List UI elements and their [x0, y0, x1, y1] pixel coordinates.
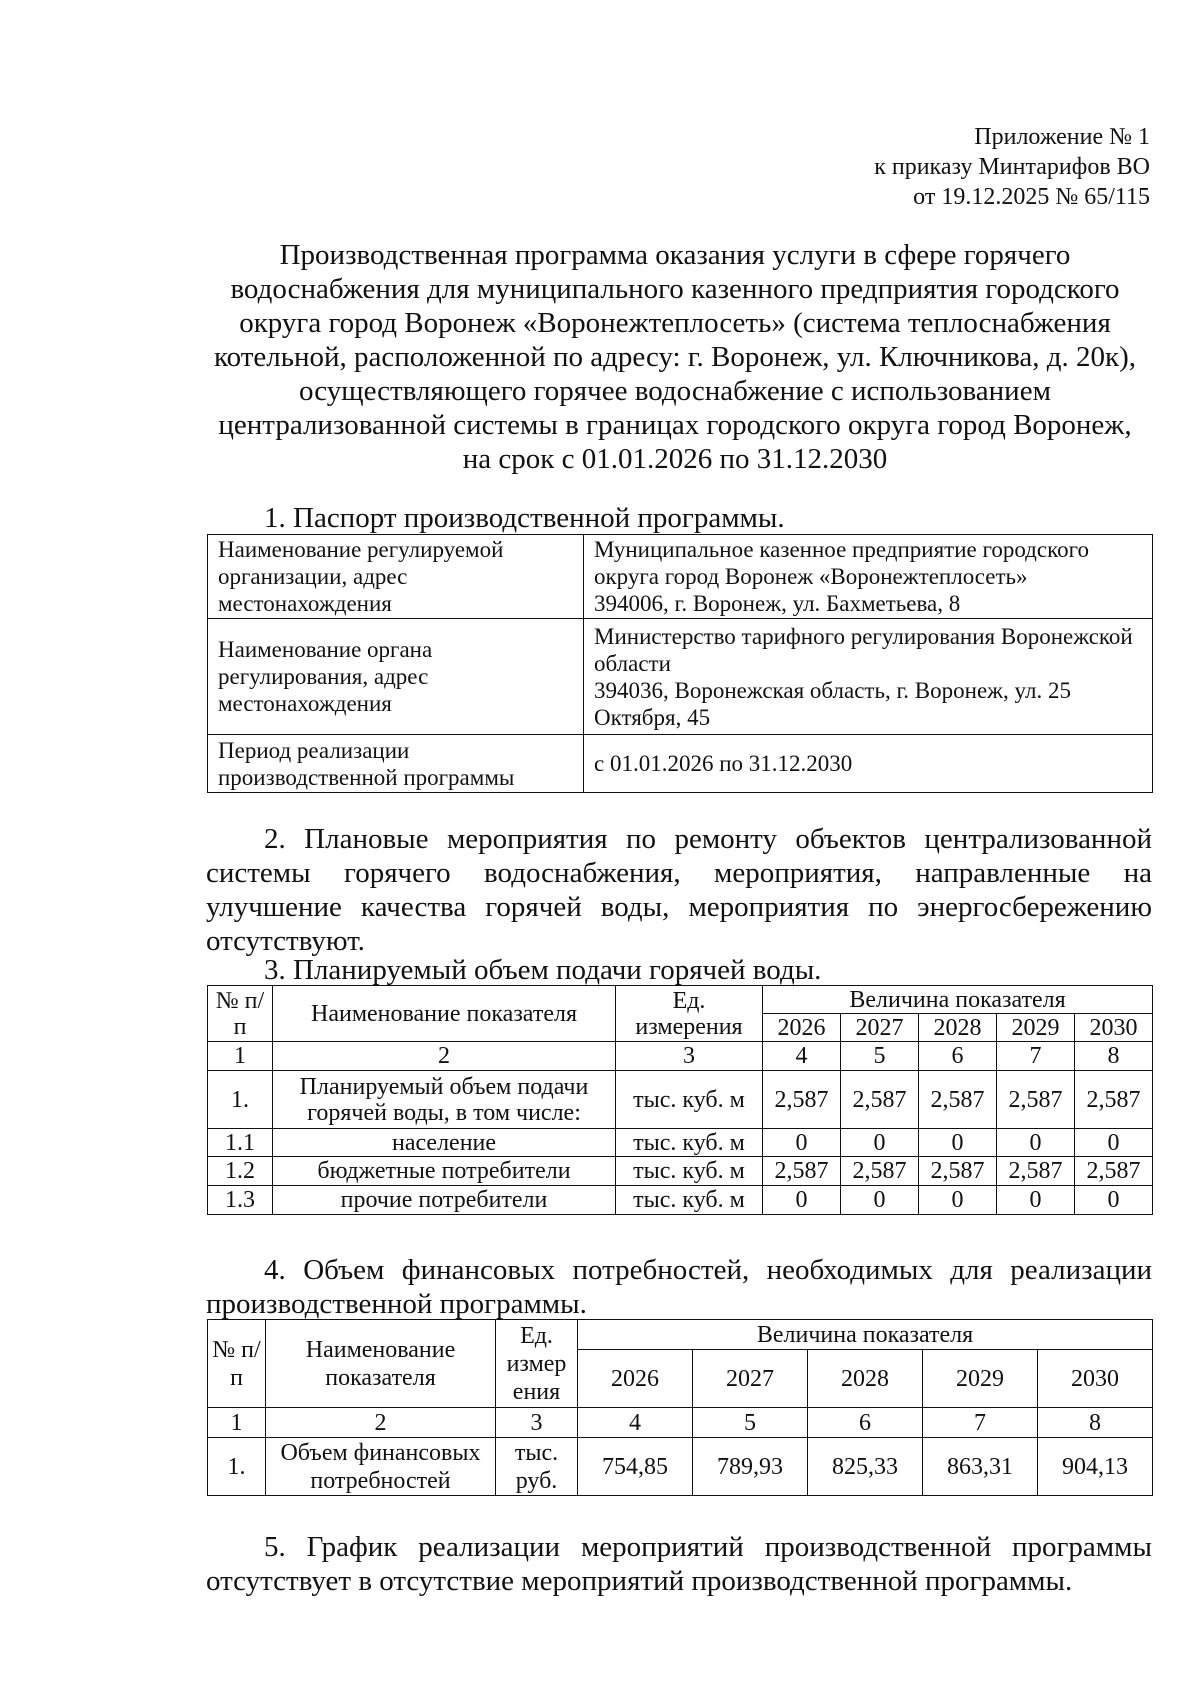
- section-5-paragraph: [206, 1530, 1152, 1598]
- passport-value: с 01.01.2026 по 31.12.2030: [584, 735, 1153, 793]
- year-cell: 2030: [1075, 1014, 1153, 1042]
- header-unit: Ед. измерения: [616, 986, 763, 1042]
- passport-row: [208, 619, 1153, 735]
- table-row: [208, 1071, 1153, 1129]
- passport-row: [208, 735, 1153, 793]
- index-cell: 2: [266, 1408, 496, 1438]
- index-cell: 1: [208, 1408, 266, 1438]
- row-num: 1.1: [208, 1129, 273, 1157]
- row-value: 0: [763, 1129, 841, 1157]
- section-4-paragraph: [206, 1253, 1152, 1321]
- appendix-line-3: от 19.12.2025 № 65/115: [913, 184, 1150, 210]
- index-cell: 3: [616, 1042, 763, 1071]
- index-cell: 6: [919, 1042, 997, 1071]
- year-cell: 2030: [1038, 1350, 1153, 1408]
- row-value: 0: [997, 1186, 1075, 1215]
- row-value: 0: [919, 1129, 997, 1157]
- passport-table: [207, 534, 1153, 793]
- passport-value: [584, 619, 1153, 735]
- title-line-4: котельной, расположенной по адресу: г. Воронеж, ул. Ключникова, д. 20к),: [213, 341, 1137, 373]
- appendix-line-1: Приложение № 1: [974, 124, 1150, 150]
- row-value: 2,587: [841, 1157, 919, 1186]
- row-value: 0: [1075, 1186, 1153, 1215]
- year-cell: 2028: [808, 1350, 923, 1408]
- row-name: бюджетные потребители: [273, 1157, 616, 1186]
- passport-value-line: Министерство тарифного регулирования Воронежской области: [594, 623, 1133, 676]
- year-cell: 2029: [923, 1350, 1038, 1408]
- year-cell: 2027: [841, 1014, 919, 1042]
- title-line-7: на срок с 01.01.2026 по 31.12.2030: [462, 443, 888, 475]
- title-line-5: осуществляющего горячее водоснабжение с использованием: [299, 375, 1051, 407]
- header-num: № п/п: [208, 1320, 266, 1408]
- index-cell: 7: [923, 1408, 1038, 1438]
- index-cell: 1: [208, 1042, 273, 1071]
- index-cell: 3: [496, 1408, 578, 1438]
- section-2-number: 2.: [264, 823, 286, 855]
- passport-value: [584, 535, 1153, 619]
- title-line-3: округа город Воронеж «Воронежтеплосеть» (система теплоснабжения: [239, 307, 1111, 339]
- row-value: 0: [841, 1186, 919, 1215]
- section-1-heading: 1. Паспорт производственной программы.: [264, 502, 785, 534]
- index-cell: 8: [1075, 1042, 1153, 1071]
- row-unit: тыс. куб. м: [616, 1071, 763, 1129]
- passport-label: Наименование органа регулирования, адрес местонахождения: [208, 619, 584, 735]
- row-name: прочие потребители: [273, 1186, 616, 1215]
- year-cell: 2026: [578, 1350, 693, 1408]
- row-value: 2,587: [997, 1157, 1075, 1186]
- header-name: Наименование показателя: [273, 986, 616, 1042]
- row-value: 0: [997, 1129, 1075, 1157]
- row-value: 0: [1075, 1129, 1153, 1157]
- index-cell: 2: [273, 1042, 616, 1071]
- row-value: 2,587: [919, 1157, 997, 1186]
- index-cell: 4: [763, 1042, 841, 1071]
- table-row: [208, 1129, 1153, 1157]
- header-unit: Ед. измер ения: [496, 1320, 578, 1408]
- passport-label: Наименование регулируемой организации, адрес местонахождения: [208, 535, 584, 619]
- row-name: Планируемый объем подачи горячей воды, в том числе:: [273, 1071, 616, 1129]
- table-row: [208, 1438, 1153, 1496]
- index-row: [208, 1042, 1153, 1071]
- volume-table: [207, 985, 1153, 1215]
- section-2-text: Плановые мероприятия по ремонту объектов централизованной системы горячего водоснабжения, мероприятия, направленные на улучшение качества горячей воды, мероприятия по энергосбережению отсутствуют.: [206, 823, 1152, 957]
- finance-table: [207, 1319, 1153, 1496]
- section-3-heading: 3. Планируемый объем подачи горячей воды.: [264, 954, 822, 986]
- row-num: 1.2: [208, 1157, 273, 1186]
- table-row: [208, 1186, 1153, 1215]
- table-header-row: [208, 986, 1153, 1014]
- row-value: 0: [841, 1129, 919, 1157]
- title-line-1: Производственная программа оказания услуги в сфере горячего: [279, 239, 1071, 271]
- appendix-reference: [780, 122, 1150, 212]
- year-cell: 2028: [919, 1014, 997, 1042]
- document-title: [200, 238, 1150, 476]
- row-value: 2,587: [919, 1071, 997, 1129]
- row-name: Объем финансовых потребностей: [266, 1438, 496, 1496]
- header-num: № п/п: [208, 986, 273, 1042]
- row-value: 0: [919, 1186, 997, 1215]
- row-unit: тыс. куб. м: [616, 1186, 763, 1215]
- year-cell: 2026: [763, 1014, 841, 1042]
- passport-value-line: 394006, г. Воронеж, ул. Бахметьева, 8: [594, 591, 961, 616]
- row-value: 0: [763, 1186, 841, 1215]
- row-unit: тыс. куб. м: [616, 1129, 763, 1157]
- row-num: 1.: [208, 1438, 266, 1496]
- row-num: 1.: [208, 1071, 273, 1129]
- section-4-number: 4.: [264, 1254, 286, 1286]
- index-cell: 7: [997, 1042, 1075, 1071]
- row-value: 904,13: [1038, 1438, 1153, 1496]
- year-cell: 2029: [997, 1014, 1075, 1042]
- passport-value-line: 394036, Воронежская область, г. Воронеж, ул. 25 Октября, 45: [594, 677, 1072, 730]
- table-row: [208, 1157, 1153, 1186]
- row-unit: тыс. руб.: [496, 1438, 578, 1496]
- row-num: 1.3: [208, 1186, 273, 1215]
- section-5-text: График реализации мероприятий производственной программы отсутствует в отсутствие мероприятий производственной программы.: [206, 1531, 1152, 1597]
- passport-row: [208, 535, 1153, 619]
- section-5-number: 5.: [264, 1531, 286, 1563]
- appendix-line-2: к приказу Минтарифов ВО: [874, 154, 1150, 180]
- passport-label: Период реализации производственной программы: [208, 735, 584, 793]
- title-line-6: централизованной системы в границах городского округа город Воронеж,: [218, 409, 1132, 441]
- header-name: Наименование показателя: [266, 1320, 496, 1408]
- year-cell: 2027: [693, 1350, 808, 1408]
- index-cell: 5: [841, 1042, 919, 1071]
- index-row: [208, 1408, 1153, 1438]
- row-value: 754,85: [578, 1438, 693, 1496]
- row-unit: тыс. куб. м: [616, 1157, 763, 1186]
- row-value: 2,587: [997, 1071, 1075, 1129]
- passport-value-line: Муниципальное казенное предприятие городского округа город Воронеж «Воронежтеплосеть»: [594, 537, 1089, 589]
- table-header-row: [208, 1320, 1153, 1350]
- row-value: 789,93: [693, 1438, 808, 1496]
- row-value: 863,31: [923, 1438, 1038, 1496]
- section-4-text: Объем финансовых потребностей, необходимых для реализации производственной программы.: [206, 1254, 1152, 1320]
- row-value: 2,587: [1075, 1157, 1153, 1186]
- row-value: 2,587: [841, 1071, 919, 1129]
- row-value: 2,587: [763, 1157, 841, 1186]
- row-name: население: [273, 1129, 616, 1157]
- section-2-paragraph: [206, 822, 1152, 958]
- row-value: 2,587: [763, 1071, 841, 1129]
- index-cell: 8: [1038, 1408, 1153, 1438]
- index-cell: 4: [578, 1408, 693, 1438]
- row-value: 2,587: [1075, 1071, 1153, 1129]
- row-value: 825,33: [808, 1438, 923, 1496]
- header-value: Величина показателя: [578, 1320, 1153, 1350]
- index-cell: 6: [808, 1408, 923, 1438]
- title-line-2: водоснабжения для муниципального казенного предприятия городского: [230, 273, 1120, 305]
- header-value: Величина показателя: [763, 986, 1153, 1014]
- index-cell: 5: [693, 1408, 808, 1438]
